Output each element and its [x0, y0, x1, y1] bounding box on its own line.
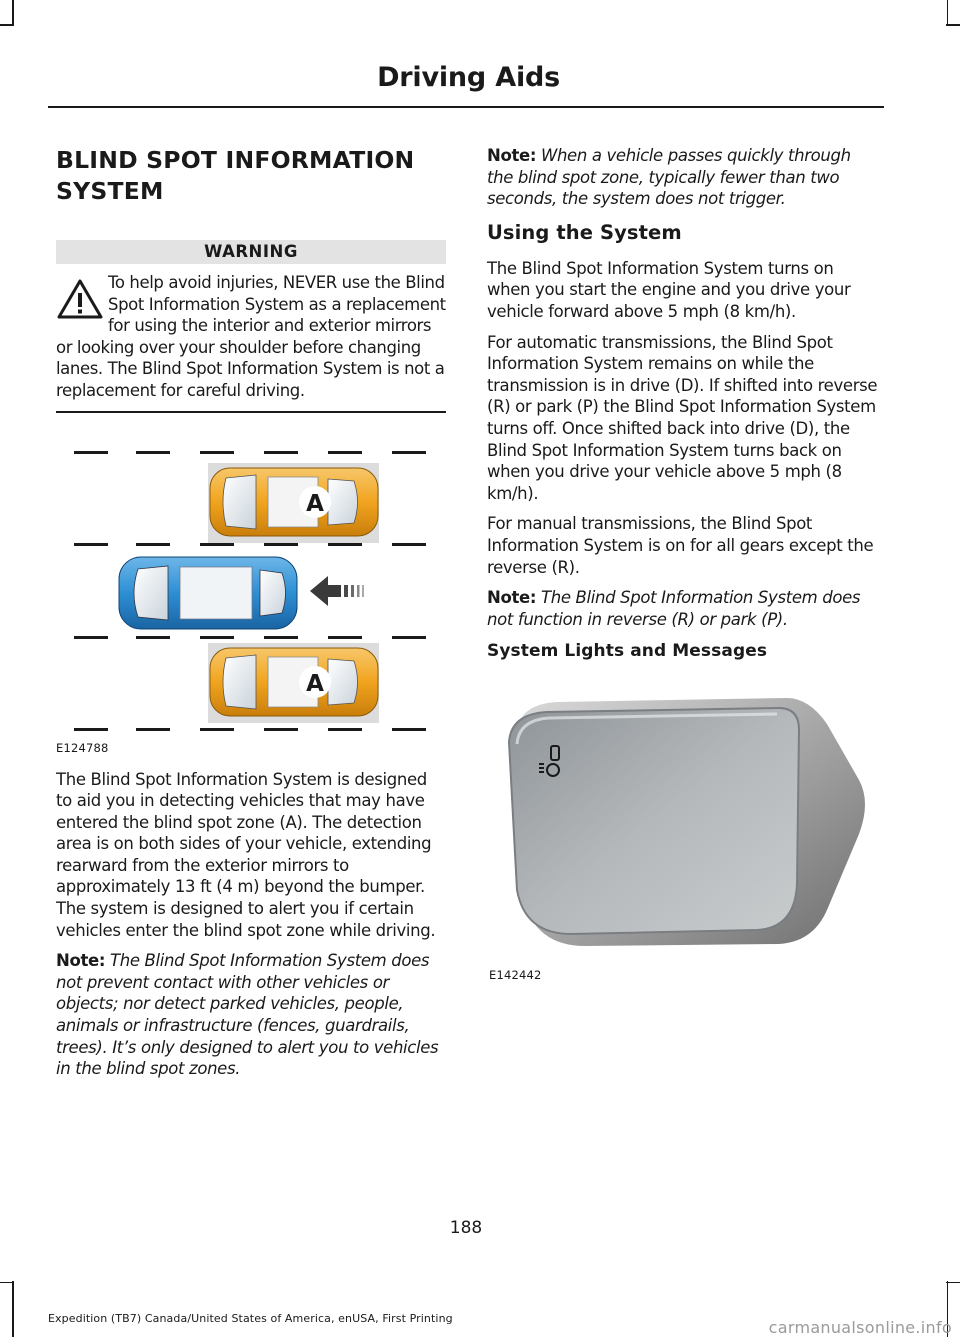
note-text: The Blind Spot Information System does not function in reverse (R) or park (P). — [487, 588, 861, 629]
figure-code: E142442 — [489, 968, 542, 983]
motion-arrow — [310, 576, 364, 606]
subsection-heading: Using the System — [487, 220, 682, 244]
body-paragraph: The Blind Spot Information System is designed to aid you in detecting vehicles that may have entered the blind spot zone (A). The detection area is on both sides of your vehicle, extending rearward from the exterior mirrors to approximately 13 ft (4 m) beyond the bumper. The system is designed to alert you if certain vehicles enter the blind spot zone while driving. — [56, 769, 436, 940]
crop-mark — [12, 1281, 14, 1337]
mirror-glass — [509, 708, 799, 934]
crop-mark — [946, 24, 960, 26]
note-paragraph — [56, 950, 446, 1080]
crop-mark — [0, 1282, 14, 1284]
figure-code: E124788 — [56, 740, 109, 755]
blue-car — [119, 557, 297, 629]
side-mirror-figure — [487, 684, 879, 984]
minor-heading: System Lights and Messages — [487, 641, 768, 662]
note-paragraph — [487, 587, 879, 630]
warning-body — [56, 272, 446, 401]
crop-mark — [0, 24, 14, 26]
section-title: BLIND SPOT INFORMATION SYSTEM — [56, 146, 415, 205]
body-paragraph: The Blind Spot Information System turns on when you start the engine and you drive your vehicle forward above 5 mph (8 km/h). — [487, 258, 851, 321]
body-paragraph: For automatic transmissions, the Blind Spot Information System remains on while the transmission is in drive (D). If shifted into reverse (R) or park (P) the Blind Spot Information System turns off. Once shifted back into drive (D), the Blind Spot Information System turns back on when you drive your vehicle above 5 mph (8 km/h). — [487, 332, 878, 503]
note-text: The Blind Spot Information System does not prevent contact with other vehicles or objects; nor detect parked vehicles, people, animals or infrastructure (fences, guardrails, trees). It’s only designed to alert you to vehicles in the blind spot zones. — [56, 951, 439, 1079]
page-number: 188 — [449, 1218, 483, 1238]
warning-rule — [56, 411, 446, 413]
yellow-car-bottom — [210, 648, 378, 716]
blind-spot-diagram — [56, 435, 446, 757]
left-column — [56, 145, 446, 1089]
note-label: Note: — [56, 951, 106, 971]
blind-spot-illustration — [56, 435, 446, 740]
zone-marker-top-label: A — [306, 490, 324, 517]
warning-triangle-icon — [56, 278, 104, 320]
page-header-title: Driving Aids — [377, 62, 560, 93]
watermark-text: carmanualsonline.info — [768, 1318, 952, 1337]
right-column — [487, 145, 879, 984]
crop-mark — [947, 0, 949, 26]
warning-text: To help avoid injuries, NEVER use the Blind Spot Information System as a replacement for using the interior and exterior mirrors or looking over your shoulder before changing lanes. The Blind Spot Information System is not a replacement for careful driving. — [56, 273, 446, 400]
yellow-car-top — [210, 468, 378, 536]
note-paragraph — [487, 145, 879, 210]
body-paragraph: For manual transmissions, the Blind Spot Information System is on for all gears except the reverse (R). — [487, 514, 874, 577]
zone-marker-bottom-label: A — [306, 670, 324, 697]
note-label: Note: — [487, 146, 537, 165]
warning-label: WARNING — [56, 240, 446, 264]
side-mirror-illustration — [487, 684, 879, 974]
crop-mark — [946, 1282, 960, 1284]
note-label: Note: — [487, 588, 537, 608]
header-rule — [48, 106, 884, 108]
crop-mark — [12, 0, 14, 26]
note-text: When a vehicle passes quickly through the blind spot zone, typically fewer than two seconds, the system does not trigger. — [487, 146, 851, 209]
footer-text: Expedition (TB7) Canada/United States of America, enUSA, First Printing — [48, 1312, 453, 1325]
